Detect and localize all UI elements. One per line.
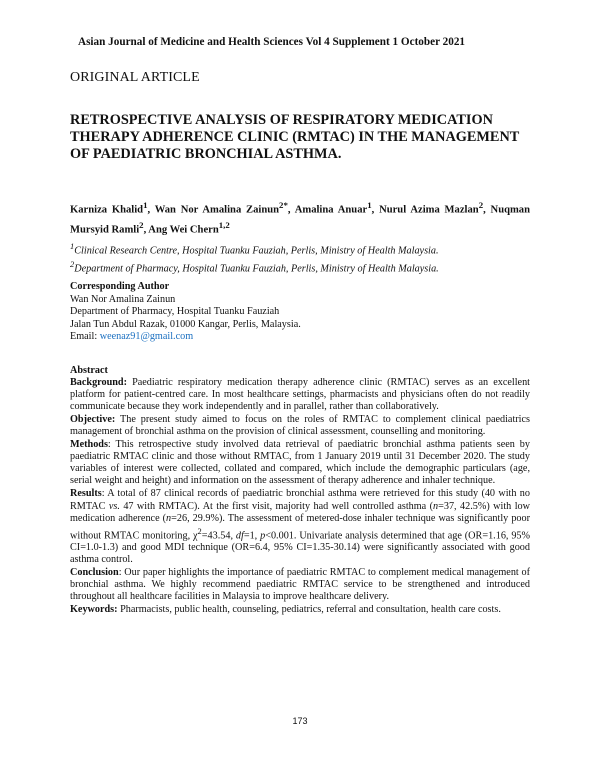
author-name: Wan Nor Amalina Zainun [154,204,280,216]
corresponding-name: Wan Nor Amalina Zainun [70,293,176,305]
author-sup: 1 [143,200,148,210]
affiliations [70,240,530,276]
abstract-objective: Objective: The present study aimed to focus on the roles of RMTAC to complement clinical paediatrics management of bronchial asthma on the provision of clinical assessment, counselling and monitoring. [70,414,530,438]
author-sup: 1 [367,200,372,210]
author-sup: 1,2 [218,220,230,231]
author-name: Nuqman Mursyid Ramli [70,204,530,236]
author-list: Karniza Khalid$^1$, Wan Nor Amalina Zainun$^{2*}$, Amalina Anuar$^1$, Nurul Azima Mazlan$^2$, Nuqman Mursyid Ramli$^2$, Ang Wei Chern$^{1,2}$ [70,200,530,236]
abstract [70,365,530,617]
corresponding-author [70,281,530,344]
author-name: Amalina Anuar [294,204,368,216]
article-type: ORIGINAL ARTICLE [70,70,200,85]
corresponding-dept: Department of Pharmacy, Hospital Tuanku Fauziah [70,306,280,318]
author-sup: 2 [478,200,484,210]
journal-header: Asian Journal of Medicine and Health Sciences Vol 4 Supplement 1 October 2021 [78,36,466,48]
corresponding-email-line: Email: weenaz91@gmail.com [70,331,194,343]
author-name: Karniza Khalid [70,204,144,216]
author-name: Nurul Azima Mazlan [379,204,479,216]
author-sup: 2 [139,220,144,231]
author-sup: 2* [279,200,288,210]
paper-title: RETROSPECTIVE ANALYSIS OF RESPIRATORY MEDICATION THERAPY ADHERENCE CLINIC (RMTAC) IN THE MANAGEMENT OF PAEDIATRIC BRONCHIAL ASTHMA. [70,112,520,162]
abstract-results: Results: A total of 87 clinical records of paediatric bronchial asthma were retrieved for this study (40 with no RMTAC vs. 47 with RMTAC). At the first visit, majority had well controlled asthma (n=37, 42.5%) with low medication adherence (n=26, 29.9%). The assessment of metered-dose inhaler technique was significantly poor without RMTAC monitoring, $\chi^2=43.54$, df=1, p<0.001. Univariate analysis determined that age (OR=1.16, 95% CI=1.0-1.3) and good MDI technique (OR=6.4, 95% CI=1.35-30.14) were significantly associated with good asthma control. [70,488,531,566]
abstract-background: Background: Paediatric respiratory medication therapy adherence clinic (RMTAC) serves as an excellent platform for patient-centred care. In most healthcare settings, pharmacists and physicians often do not readily communicate because they work independently and in parallel, rather than collaboratively. [70,377,530,413]
affiliation-line: $^1$Clinical Research Centre, Hospital Tuanku Fauziah, Perlis, Ministry of Health Malaysia. [70,241,439,257]
abstract-conclusion: Conclusion: Our paper highlights the importance of paediatric RMTAC to complement medical management of bronchial asthma. We highly recommend paediatric RMTAC service to be strengthened and introduced throughout all healthcare facilities in Malaysia to improve healthcare delivery. [70,567,530,603]
abstract-heading: Abstract [70,365,108,376]
author-name: Ang Wei Chern [148,224,219,236]
abstract-keywords: Keywords: Pharmacists, public health, counseling, pediatrics, referral and consultation, health care costs. [70,604,501,616]
corresponding-heading: Corresponding Author [70,281,170,292]
corresponding-address: Jalan Tun Abdul Razak, 01000 Kangar, Perlis, Malaysia. [70,318,301,330]
abstract-methods: Methods: This retrospective study involved data retrieval of paediatric bronchial asthma patients seen by paediatric RMTAC clinic and those without RMTAC, from 1 January 2019 until 31 December 2020. The study variables of interest were collected, collated and compared, which include the demographic particulars (age, serial weight and height) and information on the assessment of therapy adherence and inhaler technique. [70,439,530,487]
email-link[interactable]: weenaz91@gmail.com [99,331,194,343]
page-number: 173 [292,716,308,726]
affiliation-line: $^2$Department of Pharmacy, Hospital Tuanku Fauziah, Perlis, Ministry of Health Malaysia. [70,259,439,275]
